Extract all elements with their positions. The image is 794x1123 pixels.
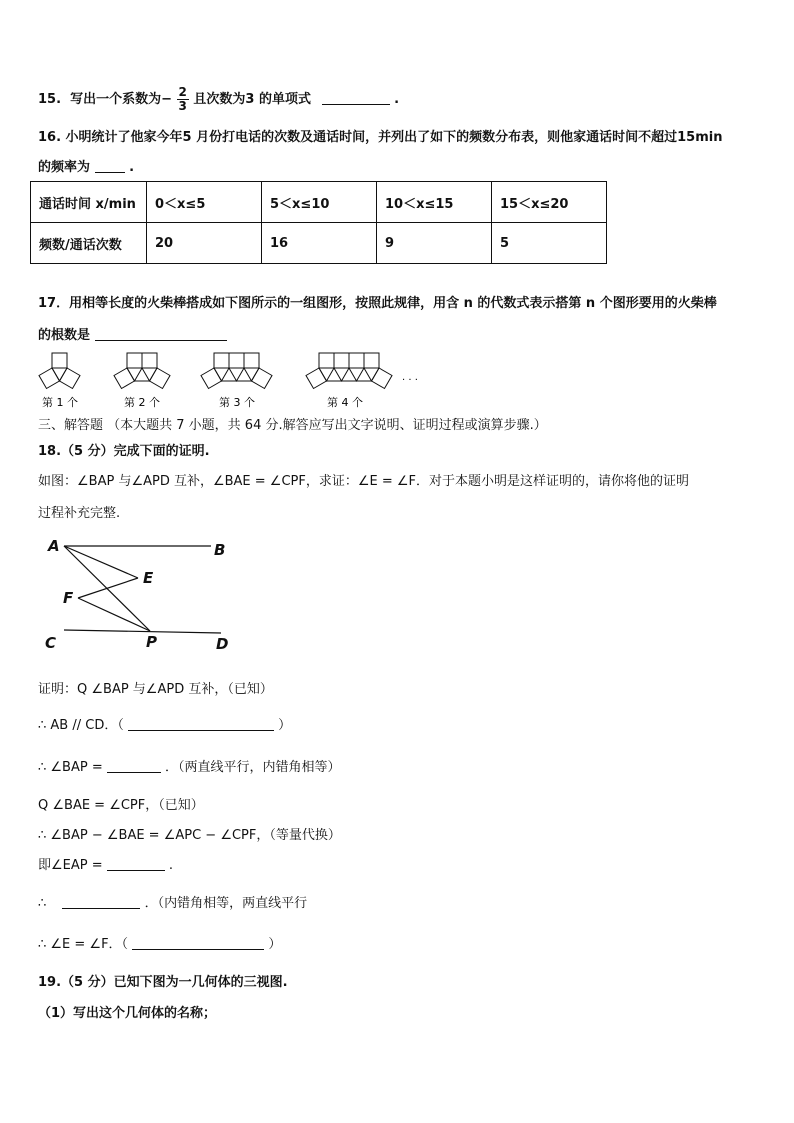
proof-line-4: Q ∠BAE = ∠CPF，（已知） <box>38 798 204 813</box>
figure-ellipsis: · · · <box>402 375 418 386</box>
q15-frac-den: 3 <box>178 99 187 113</box>
point-label-E: E <box>143 569 154 587</box>
proof-blank-5[interactable] <box>132 935 264 950</box>
proof-line-2 <box>38 714 291 733</box>
proof-line-8-text: ∴ ∠E = ∠F．（ <box>38 937 129 952</box>
q17-answer-blank[interactable] <box>95 326 227 341</box>
proof-blank-2[interactable] <box>107 758 161 773</box>
proof-line-8-tail: ） <box>268 937 282 952</box>
point-label-A: A <box>48 537 60 555</box>
table-cell: 9 <box>377 223 492 264</box>
proof-line-6-text: 即∠EAP = <box>38 858 103 873</box>
matchstick-figure-1 <box>39 353 80 389</box>
table-cell: 16 <box>262 223 377 264</box>
q15-number: 15. <box>38 92 62 107</box>
frequency-table <box>30 181 607 264</box>
proof-line-1: 证明：Q ∠BAP 与∠APD 互补，（已知） <box>38 682 273 697</box>
proof-line-6-tail: . <box>168 858 174 873</box>
point-label-F: F <box>63 589 74 607</box>
proof-blank-4[interactable] <box>62 894 140 909</box>
q16-line1: 16. 小明统计了他家今年5 月份打电话的次数及通话时间，并列出了如下的频数分布表，则他家通话时间不超过15min <box>38 130 723 145</box>
q18-statement-2: 过程补充完整. <box>38 506 121 521</box>
matchstick-figure-3 <box>201 353 272 389</box>
proof-line-6 <box>38 854 173 873</box>
q17-line2-text: 的根数是 <box>38 328 91 343</box>
table-cell: 通话时间 x/min <box>31 182 147 223</box>
matchstick-figure-4 <box>306 353 392 389</box>
matchstick-figures <box>0 344 794 412</box>
proof-line-5: ∴ ∠BAP − ∠BAE = ∠APC − ∠CPF，（等量代换） <box>38 828 341 843</box>
proof-line-7-text: ∴ <box>38 896 47 911</box>
proof-line-2-tail: ） <box>278 718 292 733</box>
q15-text-post: 且次数为3 的单项式 <box>193 92 311 107</box>
figure-label-4: 第 4 个 <box>327 396 363 409</box>
proof-line-2-text: ∴ AB // CD．（ <box>38 718 124 733</box>
point-label-D: D <box>216 635 229 653</box>
q19-title: 19.（5 分）已知下图为一几何体的三视图. <box>38 975 288 990</box>
q15-frac-num: 2 <box>178 85 187 99</box>
point-label-B: B <box>214 541 226 559</box>
proof-blank-1[interactable] <box>128 716 274 731</box>
proof-line-3 <box>38 756 341 775</box>
q16-line2-text: 的频率为 <box>38 160 91 175</box>
q16-end: . <box>129 160 135 175</box>
q15-fraction <box>177 86 189 113</box>
q15-text-pre: 写出一个系数为− <box>70 92 172 107</box>
q15-end: . <box>394 92 400 107</box>
figure-label-3: 第 3 个 <box>219 396 255 409</box>
proof-line-3-tail: ．（两直线平行，内错角相等） <box>165 760 341 775</box>
question-15 <box>38 86 399 113</box>
table-cell: 20 <box>147 223 262 264</box>
q15-answer-blank[interactable] <box>322 90 390 105</box>
figure-label-1: 第 1 个 <box>42 396 78 409</box>
q17-line1: 17．用相等长度的火柴棒搭成如下图所示的一组图形，按照此规律，用含 n 的代数式表示搭第 n 个图形要用的火柴棒 <box>38 296 717 311</box>
q17-line2 <box>38 324 227 343</box>
q18-statement-1: 如图：∠BAP 与∠APD 互补，∠BAE = ∠CPF，求证：∠E = ∠F．对于本题小明是这样证明的，请你将他的证明 <box>38 474 690 489</box>
table-cell: 0＜x≤5 <box>147 182 262 223</box>
q19-sub-1: （1）写出这个几何体的名称； <box>38 1006 217 1021</box>
q16-line2 <box>38 156 134 175</box>
proof-line-3-text: ∴ ∠BAP = <box>38 760 103 775</box>
point-label-C: C <box>45 634 57 652</box>
section-3-heading: 三、解答题 （本大题共 7 小题，共 64 分.解答应写出文字说明、证明过程或演算步骤.） <box>38 418 547 433</box>
figure-label-2: 第 2 个 <box>124 396 160 409</box>
table-cell: 5 <box>492 223 607 264</box>
table-row <box>31 223 607 264</box>
proof-line-7 <box>38 892 307 911</box>
q18-title: 18.（5 分）完成下面的证明. <box>38 444 210 459</box>
proof-line-8 <box>38 933 281 952</box>
table-cell: 5＜x≤10 <box>262 182 377 223</box>
table-row <box>31 182 607 223</box>
matchstick-figure-2 <box>114 353 170 389</box>
proof-blank-3[interactable] <box>107 856 165 871</box>
table-cell: 频数/通话次数 <box>31 223 147 264</box>
point-label-P: P <box>146 633 157 651</box>
q18-geometry-figure <box>0 530 260 655</box>
table-cell: 10＜x≤15 <box>377 182 492 223</box>
proof-line-7-tail: ．（内错角相等，两直线平行 <box>144 896 308 911</box>
table-cell: 15＜x≤20 <box>492 182 607 223</box>
q16-answer-blank[interactable] <box>95 158 125 173</box>
